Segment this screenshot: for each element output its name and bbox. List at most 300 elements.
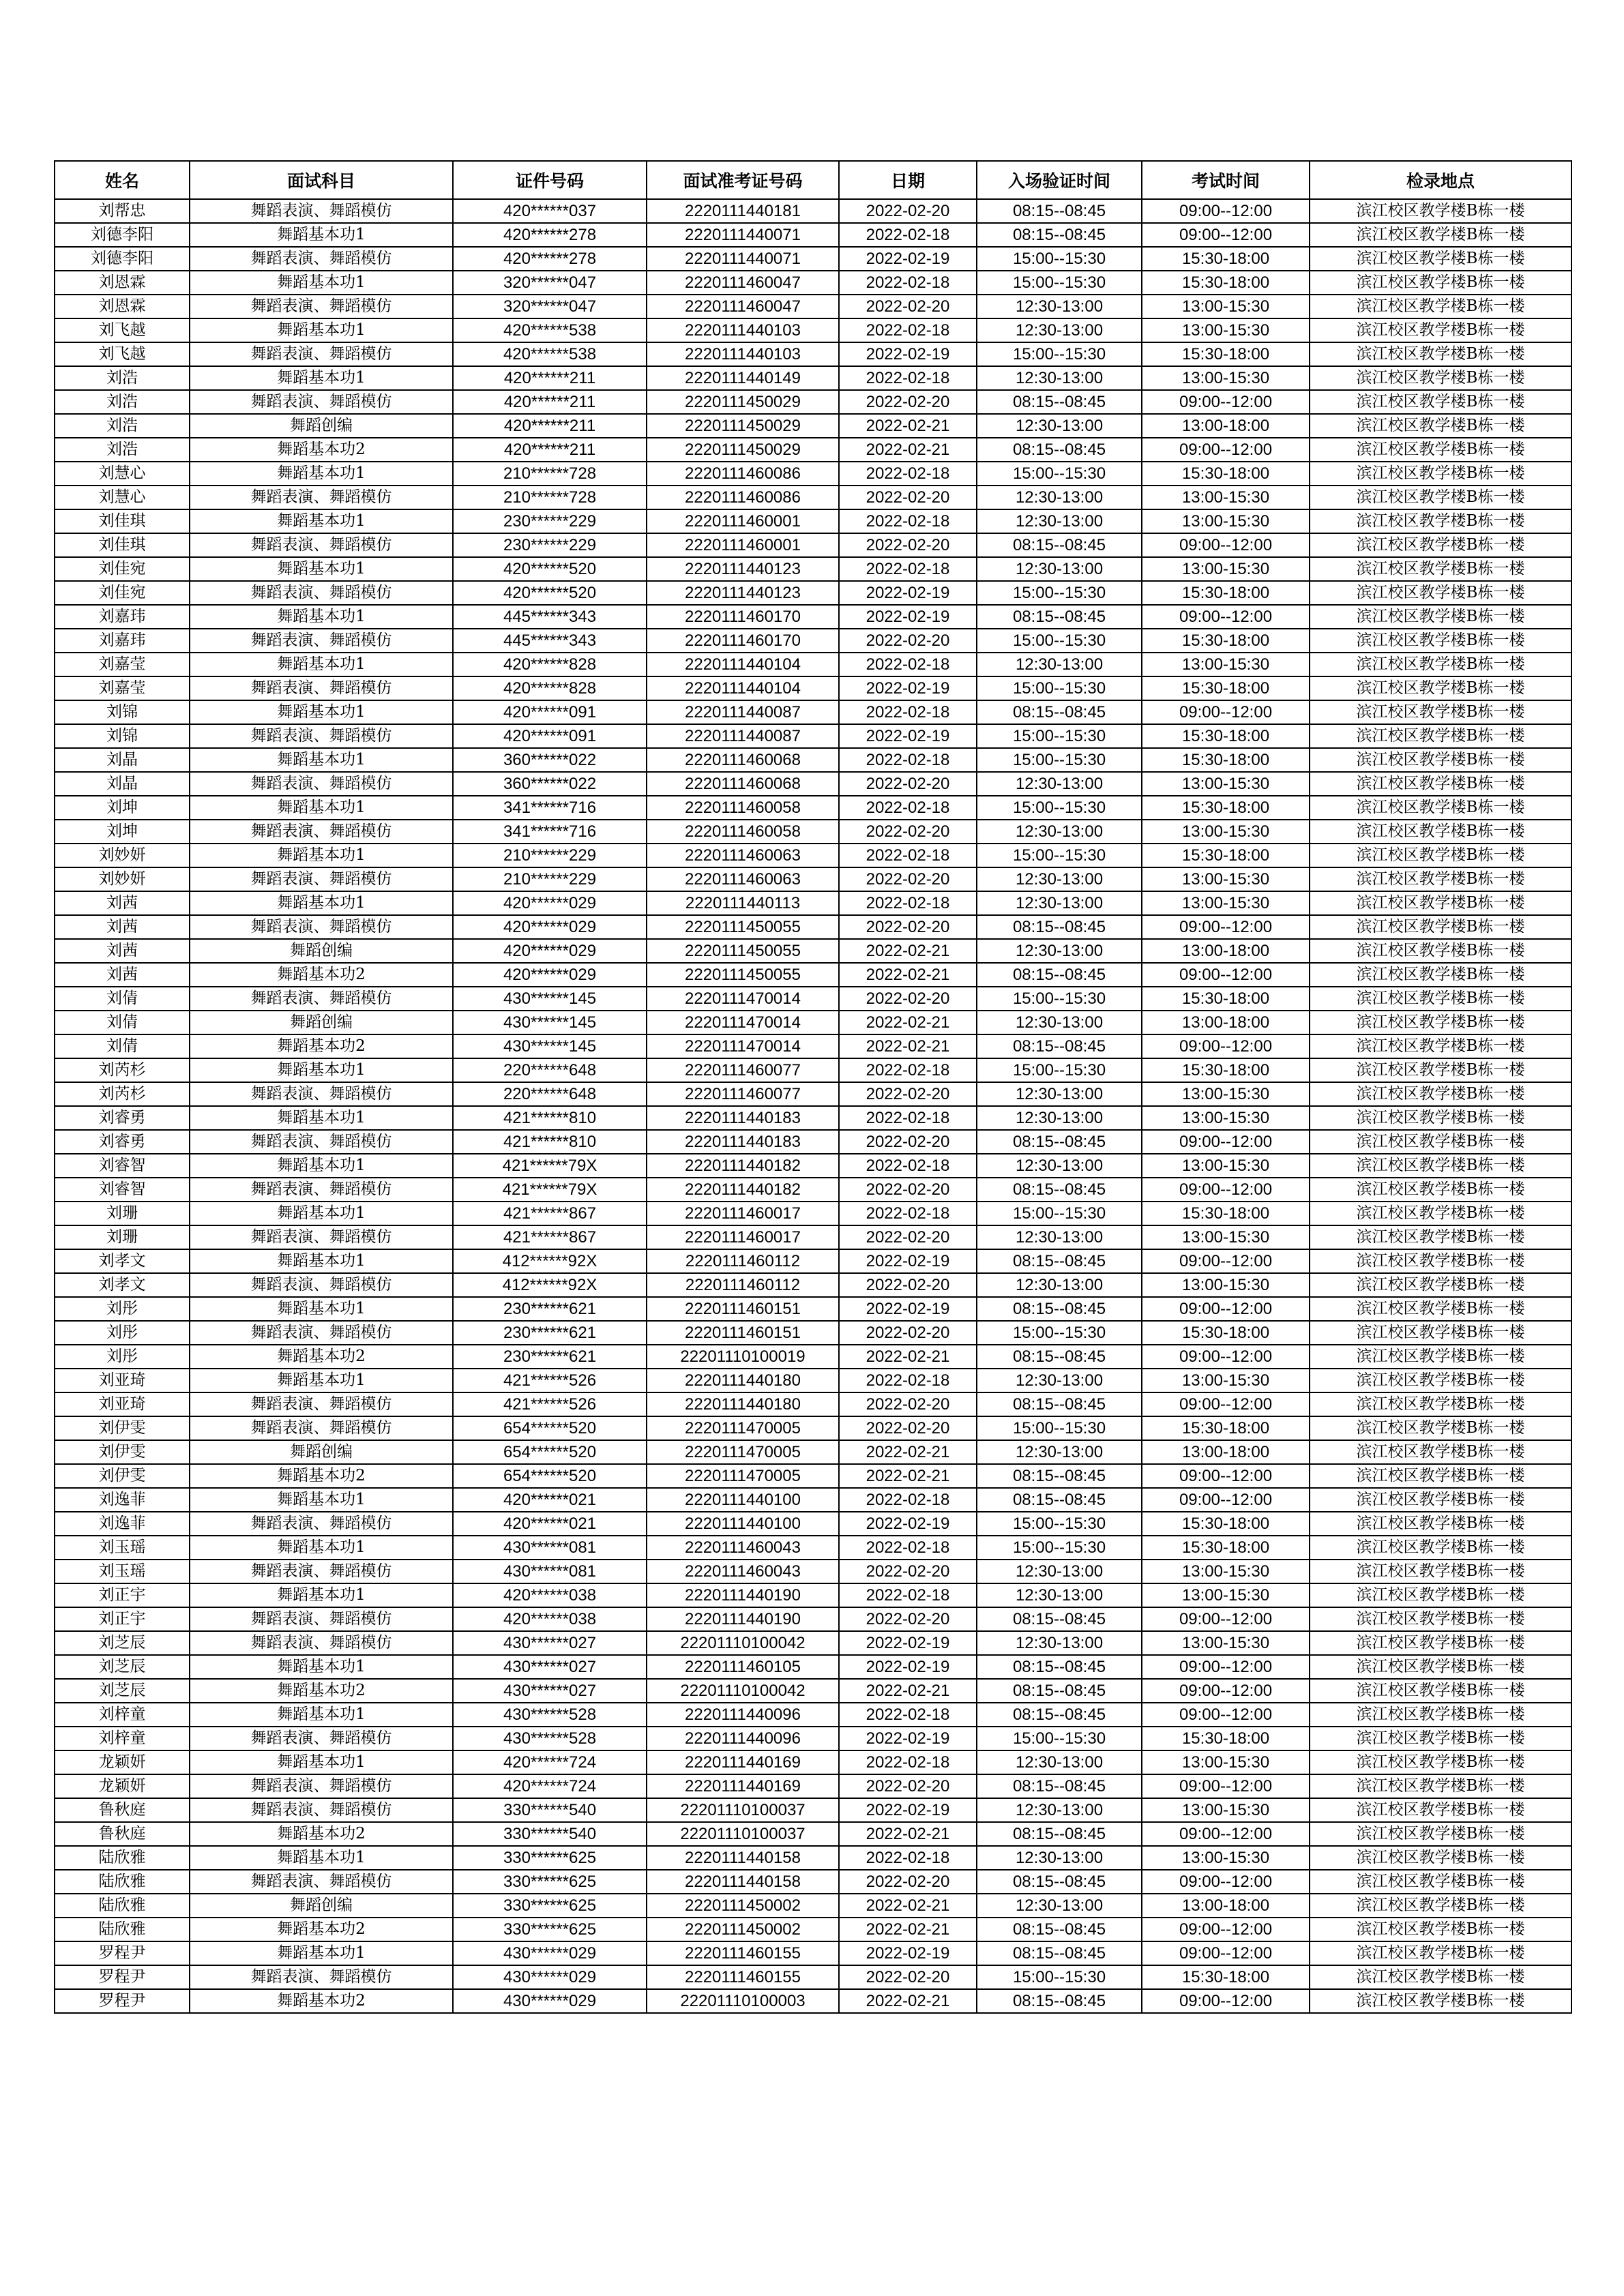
subject-cell: 舞蹈表演、舞蹈模仿 xyxy=(190,533,453,557)
checkin-time-cell: 08:15--08:45 xyxy=(977,1488,1142,1512)
table-row xyxy=(55,724,1571,748)
table-row xyxy=(55,486,1571,509)
location-cell: 滨江校区教学楼B栋一楼 xyxy=(1310,366,1571,390)
table-row xyxy=(55,1202,1571,1225)
id-number-cell: 220******648 xyxy=(453,1058,647,1082)
name-cell: 刘飞越 xyxy=(55,342,190,366)
exam-time-cell: 09:00--12:00 xyxy=(1142,1464,1310,1488)
exam-time-cell: 09:00--12:00 xyxy=(1142,605,1310,629)
subject-cell: 舞蹈创编 xyxy=(190,414,453,438)
location-cell: 滨江校区教学楼B栋一楼 xyxy=(1310,414,1571,438)
checkin-time-cell: 08:15--08:45 xyxy=(977,1918,1142,1941)
location-cell: 滨江校区教学楼B栋一楼 xyxy=(1310,1989,1571,2013)
exam-time-cell: 15:30-18:00 xyxy=(1142,1965,1310,1989)
checkin-time-cell: 08:15--08:45 xyxy=(977,1989,1142,2013)
id-number-cell: 420******021 xyxy=(453,1512,647,1536)
id-number-cell: 421******810 xyxy=(453,1106,647,1130)
checkin-time-cell: 08:15--08:45 xyxy=(977,1130,1142,1154)
location-cell: 滨江校区教学楼B栋一楼 xyxy=(1310,1154,1571,1178)
location-cell: 滨江校区教学楼B栋一楼 xyxy=(1310,1369,1571,1392)
exam-time-cell: 13:00-15:30 xyxy=(1142,891,1310,915)
admission-number-cell: 2220111460058 xyxy=(647,796,839,820)
admission-number-cell: 2220111440096 xyxy=(647,1727,839,1750)
exam-time-cell: 13:00-15:30 xyxy=(1142,1846,1310,1870)
table-row xyxy=(55,438,1571,462)
table-header xyxy=(55,161,1571,199)
id-number-cell: 330******540 xyxy=(453,1822,647,1846)
name-cell: 刘坤 xyxy=(55,820,190,844)
exam-time-cell: 09:00--12:00 xyxy=(1142,1774,1310,1798)
subject-cell: 舞蹈基本功1 xyxy=(190,1369,453,1392)
subject-cell: 舞蹈表演、舞蹈模仿 xyxy=(190,1416,453,1440)
subject-cell: 舞蹈表演、舞蹈模仿 xyxy=(190,1225,453,1249)
subject-cell: 舞蹈基本功1 xyxy=(190,1058,453,1082)
name-cell: 罗程尹 xyxy=(55,1941,190,1965)
admission-number-cell: 2220111460017 xyxy=(647,1202,839,1225)
date-cell: 2022-02-19 xyxy=(839,605,977,629)
exam-time-cell: 15:30-18:00 xyxy=(1142,1512,1310,1536)
table-row xyxy=(55,414,1571,438)
subject-cell: 舞蹈基本功1 xyxy=(190,1297,453,1321)
date-cell: 2022-02-19 xyxy=(839,1655,977,1679)
admission-number-cell: 22201110100042 xyxy=(647,1679,839,1703)
checkin-time-cell: 15:00--15:30 xyxy=(977,1965,1142,1989)
exam-time-cell: 09:00--12:00 xyxy=(1142,1345,1310,1369)
date-cell: 2022-02-20 xyxy=(839,820,977,844)
name-cell: 鲁秋庭 xyxy=(55,1798,190,1822)
checkin-time-cell: 15:00--15:30 xyxy=(977,1512,1142,1536)
date-cell: 2022-02-21 xyxy=(839,1679,977,1703)
admission-number-cell: 2220111450029 xyxy=(647,390,839,414)
subject-cell: 舞蹈表演、舞蹈模仿 xyxy=(190,1512,453,1536)
id-number-cell: 330******625 xyxy=(453,1846,647,1870)
date-cell: 2022-02-21 xyxy=(839,963,977,987)
exam-time-cell: 13:00-15:30 xyxy=(1142,318,1310,342)
header-checkin-location: 检录地点 xyxy=(1310,161,1571,199)
location-cell: 滨江校区教学楼B栋一楼 xyxy=(1310,844,1571,867)
id-number-cell: 430******027 xyxy=(453,1631,647,1655)
checkin-time-cell: 15:00--15:30 xyxy=(977,1321,1142,1345)
table-row xyxy=(55,1918,1571,1941)
checkin-time-cell: 15:00--15:30 xyxy=(977,724,1142,748)
checkin-time-cell: 12:30-13:00 xyxy=(977,1011,1142,1034)
checkin-time-cell: 08:15--08:45 xyxy=(977,1822,1142,1846)
location-cell: 滨江校区教学楼B栋一楼 xyxy=(1310,1560,1571,1583)
date-cell: 2022-02-20 xyxy=(839,295,977,318)
exam-time-cell: 09:00--12:00 xyxy=(1142,1178,1310,1202)
name-cell: 刘嘉莹 xyxy=(55,653,190,676)
admission-number-cell: 2220111450002 xyxy=(647,1894,839,1918)
checkin-time-cell: 12:30-13:00 xyxy=(977,820,1142,844)
checkin-time-cell: 12:30-13:00 xyxy=(977,1225,1142,1249)
id-number-cell: 230******229 xyxy=(453,509,647,533)
checkin-time-cell: 12:30-13:00 xyxy=(977,295,1142,318)
id-number-cell: 210******728 xyxy=(453,462,647,486)
table-row xyxy=(55,820,1571,844)
admission-number-cell: 2220111440104 xyxy=(647,653,839,676)
exam-time-cell: 09:00--12:00 xyxy=(1142,1703,1310,1727)
admission-number-cell: 2220111450002 xyxy=(647,1918,839,1941)
admission-number-cell: 2220111440158 xyxy=(647,1846,839,1870)
admission-number-cell: 2220111470014 xyxy=(647,1011,839,1034)
date-cell: 2022-02-19 xyxy=(839,1727,977,1750)
subject-cell: 舞蹈表演、舞蹈模仿 xyxy=(190,724,453,748)
location-cell: 滨江校区教学楼B栋一楼 xyxy=(1310,462,1571,486)
admission-number-cell: 2220111460155 xyxy=(647,1965,839,1989)
name-cell: 刘珊 xyxy=(55,1202,190,1225)
admission-number-cell: 2220111440182 xyxy=(647,1178,839,1202)
date-cell: 2022-02-20 xyxy=(839,1774,977,1798)
name-cell: 刘茜 xyxy=(55,891,190,915)
exam-time-cell: 15:30-18:00 xyxy=(1142,342,1310,366)
location-cell: 滨江校区教学楼B栋一楼 xyxy=(1310,1130,1571,1154)
exam-time-cell: 13:00-15:30 xyxy=(1142,1082,1310,1106)
table-row xyxy=(55,1106,1571,1130)
date-cell: 2022-02-19 xyxy=(839,676,977,700)
id-number-cell: 420******828 xyxy=(453,676,647,700)
table-row xyxy=(55,1321,1571,1345)
subject-cell: 舞蹈基本功1 xyxy=(190,1488,453,1512)
subject-cell: 舞蹈基本功1 xyxy=(190,462,453,486)
checkin-time-cell: 12:30-13:00 xyxy=(977,1440,1142,1464)
location-cell: 滨江校区教学楼B栋一楼 xyxy=(1310,342,1571,366)
exam-time-cell: 13:00-15:30 xyxy=(1142,1750,1310,1774)
subject-cell: 舞蹈表演、舞蹈模仿 xyxy=(190,1130,453,1154)
subject-cell: 舞蹈表演、舞蹈模仿 xyxy=(190,581,453,605)
id-number-cell: 430******145 xyxy=(453,1011,647,1034)
name-cell: 刘德李阳 xyxy=(55,223,190,247)
subject-cell: 舞蹈基本功1 xyxy=(190,557,453,581)
admission-number-cell: 2220111440169 xyxy=(647,1774,839,1798)
table-row xyxy=(55,1703,1571,1727)
exam-time-cell: 15:30-18:00 xyxy=(1142,724,1310,748)
id-number-cell: 421******867 xyxy=(453,1202,647,1225)
name-cell: 刘正宇 xyxy=(55,1583,190,1607)
checkin-time-cell: 15:00--15:30 xyxy=(977,1202,1142,1225)
location-cell: 滨江校区教学楼B栋一楼 xyxy=(1310,653,1571,676)
name-cell: 刘芝辰 xyxy=(55,1655,190,1679)
id-number-cell: 420******021 xyxy=(453,1488,647,1512)
subject-cell: 舞蹈创编 xyxy=(190,939,453,963)
id-number-cell: 412******92X xyxy=(453,1273,647,1297)
exam-time-cell: 13:00-15:30 xyxy=(1142,653,1310,676)
name-cell: 刘彤 xyxy=(55,1321,190,1345)
id-number-cell: 420******029 xyxy=(453,891,647,915)
admission-number-cell: 2220111450029 xyxy=(647,414,839,438)
location-cell: 滨江校区教学楼B栋一楼 xyxy=(1310,1679,1571,1703)
table-row xyxy=(55,223,1571,247)
admission-number-cell: 2220111460086 xyxy=(647,462,839,486)
name-cell: 刘飞越 xyxy=(55,318,190,342)
table-row xyxy=(55,772,1571,796)
location-cell: 滨江校区教学楼B栋一楼 xyxy=(1310,486,1571,509)
subject-cell: 舞蹈基本功1 xyxy=(190,1536,453,1560)
id-number-cell: 210******728 xyxy=(453,486,647,509)
name-cell: 刘梓童 xyxy=(55,1727,190,1750)
admission-number-cell: 2220111460047 xyxy=(647,295,839,318)
location-cell: 滨江校区教学楼B栋一楼 xyxy=(1310,1464,1571,1488)
location-cell: 滨江校区教学楼B栋一楼 xyxy=(1310,1273,1571,1297)
id-number-cell: 420******538 xyxy=(453,342,647,366)
date-cell: 2022-02-18 xyxy=(839,557,977,581)
checkin-time-cell: 12:30-13:00 xyxy=(977,1369,1142,1392)
checkin-time-cell: 12:30-13:00 xyxy=(977,1846,1142,1870)
location-cell: 滨江校区教学楼B栋一楼 xyxy=(1310,1082,1571,1106)
exam-time-cell: 13:00-15:30 xyxy=(1142,1631,1310,1655)
name-cell: 刘浩 xyxy=(55,438,190,462)
location-cell: 滨江校区教学楼B栋一楼 xyxy=(1310,295,1571,318)
exam-time-cell: 09:00--12:00 xyxy=(1142,438,1310,462)
location-cell: 滨江校区教学楼B栋一楼 xyxy=(1310,1488,1571,1512)
location-cell: 滨江校区教学楼B栋一楼 xyxy=(1310,223,1571,247)
date-cell: 2022-02-20 xyxy=(839,1416,977,1440)
location-cell: 滨江校区教学楼B栋一楼 xyxy=(1310,724,1571,748)
admission-number-cell: 2220111440123 xyxy=(647,557,839,581)
checkin-time-cell: 08:15--08:45 xyxy=(977,1870,1142,1894)
admission-number-cell: 2220111440180 xyxy=(647,1392,839,1416)
date-cell: 2022-02-20 xyxy=(839,199,977,223)
date-cell: 2022-02-21 xyxy=(839,939,977,963)
exam-time-cell: 13:00-15:30 xyxy=(1142,557,1310,581)
name-cell: 龙颖妍 xyxy=(55,1774,190,1798)
subject-cell: 舞蹈表演、舞蹈模仿 xyxy=(190,1631,453,1655)
checkin-time-cell: 12:30-13:00 xyxy=(977,1560,1142,1583)
admission-number-cell: 22201110100037 xyxy=(647,1798,839,1822)
admission-number-cell: 2220111460151 xyxy=(647,1297,839,1321)
location-cell: 滨江校区教学楼B栋一楼 xyxy=(1310,1106,1571,1130)
admission-number-cell: 2220111460077 xyxy=(647,1058,839,1082)
exam-time-cell: 13:00-15:30 xyxy=(1142,1583,1310,1607)
date-cell: 2022-02-20 xyxy=(839,1130,977,1154)
name-cell: 刘彤 xyxy=(55,1297,190,1321)
table-row xyxy=(55,1130,1571,1154)
location-cell: 滨江校区教学楼B栋一楼 xyxy=(1310,271,1571,295)
id-number-cell: 420******724 xyxy=(453,1774,647,1798)
table-row xyxy=(55,509,1571,533)
table-row xyxy=(55,1369,1571,1392)
date-cell: 2022-02-20 xyxy=(839,533,977,557)
id-number-cell: 320******047 xyxy=(453,295,647,318)
date-cell: 2022-02-20 xyxy=(839,915,977,939)
date-cell: 2022-02-21 xyxy=(839,1918,977,1941)
subject-cell: 舞蹈基本功2 xyxy=(190,1345,453,1369)
location-cell: 滨江校区教学楼B栋一楼 xyxy=(1310,1225,1571,1249)
id-number-cell: 654******520 xyxy=(453,1416,647,1440)
subject-cell: 舞蹈表演、舞蹈模仿 xyxy=(190,867,453,891)
exam-time-cell: 13:00-15:30 xyxy=(1142,1154,1310,1178)
id-number-cell: 421******867 xyxy=(453,1225,647,1249)
name-cell: 刘佳琪 xyxy=(55,533,190,557)
table-row xyxy=(55,748,1571,772)
name-cell: 刘妙妍 xyxy=(55,844,190,867)
date-cell: 2022-02-18 xyxy=(839,1750,977,1774)
id-number-cell: 420******538 xyxy=(453,318,647,342)
location-cell: 滨江校区教学楼B栋一楼 xyxy=(1310,915,1571,939)
date-cell: 2022-02-19 xyxy=(839,247,977,271)
admission-number-cell: 2220111440158 xyxy=(647,1870,839,1894)
name-cell: 刘妙妍 xyxy=(55,867,190,891)
name-cell: 刘嘉玮 xyxy=(55,629,190,653)
subject-cell: 舞蹈表演、舞蹈模仿 xyxy=(190,820,453,844)
admission-number-cell: 2220111440123 xyxy=(647,581,839,605)
subject-cell: 舞蹈基本功1 xyxy=(190,271,453,295)
exam-time-cell: 15:30-18:00 xyxy=(1142,676,1310,700)
exam-time-cell: 09:00--12:00 xyxy=(1142,1392,1310,1416)
id-number-cell: 430******029 xyxy=(453,1989,647,2013)
table-row xyxy=(55,796,1571,820)
exam-time-cell: 15:30-18:00 xyxy=(1142,1536,1310,1560)
name-cell: 刘嘉玮 xyxy=(55,605,190,629)
table-row xyxy=(55,1440,1571,1464)
name-cell: 刘晶 xyxy=(55,772,190,796)
location-cell: 滨江校区教学楼B栋一楼 xyxy=(1310,1655,1571,1679)
subject-cell: 舞蹈表演、舞蹈模仿 xyxy=(190,1965,453,1989)
subject-cell: 舞蹈基本功1 xyxy=(190,509,453,533)
header-admission-number: 面试准考证号码 xyxy=(647,161,839,199)
subject-cell: 舞蹈基本功1 xyxy=(190,1750,453,1774)
checkin-time-cell: 12:30-13:00 xyxy=(977,1273,1142,1297)
id-number-cell: 420******211 xyxy=(453,366,647,390)
checkin-time-cell: 08:15--08:45 xyxy=(977,1941,1142,1965)
subject-cell: 舞蹈表演、舞蹈模仿 xyxy=(190,1870,453,1894)
id-number-cell: 230******621 xyxy=(453,1321,647,1345)
id-number-cell: 420******029 xyxy=(453,939,647,963)
date-cell: 2022-02-19 xyxy=(839,1512,977,1536)
date-cell: 2022-02-18 xyxy=(839,462,977,486)
name-cell: 刘坤 xyxy=(55,796,190,820)
exam-time-cell: 15:30-18:00 xyxy=(1142,1727,1310,1750)
id-number-cell: 420******520 xyxy=(453,581,647,605)
location-cell: 滨江校区教学楼B栋一楼 xyxy=(1310,700,1571,724)
location-cell: 滨江校区教学楼B栋一楼 xyxy=(1310,557,1571,581)
table-row xyxy=(55,653,1571,676)
name-cell: 刘倩 xyxy=(55,987,190,1011)
date-cell: 2022-02-18 xyxy=(839,1846,977,1870)
table-row xyxy=(55,1560,1571,1583)
admission-number-cell: 2220111460043 xyxy=(647,1560,839,1583)
subject-cell: 舞蹈基本功1 xyxy=(190,605,453,629)
date-cell: 2022-02-18 xyxy=(839,1154,977,1178)
name-cell: 刘彤 xyxy=(55,1345,190,1369)
exam-time-cell: 13:00-15:30 xyxy=(1142,1560,1310,1583)
date-cell: 2022-02-20 xyxy=(839,987,977,1011)
admission-number-cell: 2220111460105 xyxy=(647,1655,839,1679)
exam-time-cell: 13:00-18:00 xyxy=(1142,939,1310,963)
admission-number-cell: 2220111440190 xyxy=(647,1607,839,1631)
id-number-cell: 654******520 xyxy=(453,1440,647,1464)
subject-cell: 舞蹈基本功1 xyxy=(190,366,453,390)
subject-cell: 舞蹈基本功1 xyxy=(190,748,453,772)
location-cell: 滨江校区教学楼B栋一楼 xyxy=(1310,1202,1571,1225)
checkin-time-cell: 12:30-13:00 xyxy=(977,486,1142,509)
name-cell: 刘珊 xyxy=(55,1225,190,1249)
location-cell: 滨江校区教学楼B栋一楼 xyxy=(1310,533,1571,557)
checkin-time-cell: 08:15--08:45 xyxy=(977,1464,1142,1488)
exam-time-cell: 15:30-18:00 xyxy=(1142,1202,1310,1225)
date-cell: 2022-02-21 xyxy=(839,1894,977,1918)
admission-number-cell: 2220111440100 xyxy=(647,1512,839,1536)
name-cell: 刘茜 xyxy=(55,939,190,963)
date-cell: 2022-02-19 xyxy=(839,1631,977,1655)
subject-cell: 舞蹈创编 xyxy=(190,1440,453,1464)
checkin-time-cell: 08:15--08:45 xyxy=(977,1774,1142,1798)
exam-time-cell: 09:00--12:00 xyxy=(1142,1822,1310,1846)
name-cell: 刘浩 xyxy=(55,390,190,414)
location-cell: 滨江校区教学楼B栋一楼 xyxy=(1310,1011,1571,1034)
id-number-cell: 420******091 xyxy=(453,700,647,724)
id-number-cell: 360******022 xyxy=(453,748,647,772)
date-cell: 2022-02-19 xyxy=(839,581,977,605)
location-cell: 滨江校区教学楼B栋一楼 xyxy=(1310,1178,1571,1202)
id-number-cell: 430******081 xyxy=(453,1536,647,1560)
id-number-cell: 210******229 xyxy=(453,844,647,867)
admission-number-cell: 2220111460063 xyxy=(647,844,839,867)
subject-cell: 舞蹈基本功2 xyxy=(190,1464,453,1488)
date-cell: 2022-02-21 xyxy=(839,1034,977,1058)
location-cell: 滨江校区教学楼B栋一楼 xyxy=(1310,1058,1571,1082)
admission-number-cell: 2220111470005 xyxy=(647,1440,839,1464)
checkin-time-cell: 08:15--08:45 xyxy=(977,1345,1142,1369)
subject-cell: 舞蹈创编 xyxy=(190,1011,453,1034)
name-cell: 刘亚琦 xyxy=(55,1369,190,1392)
date-cell: 2022-02-18 xyxy=(839,1369,977,1392)
name-cell: 鲁秋庭 xyxy=(55,1822,190,1846)
name-cell: 陆欣雅 xyxy=(55,1894,190,1918)
exam-time-cell: 09:00--12:00 xyxy=(1142,223,1310,247)
location-cell: 滨江校区教学楼B栋一楼 xyxy=(1310,748,1571,772)
exam-time-cell: 15:30-18:00 xyxy=(1142,987,1310,1011)
subject-cell: 舞蹈基本功2 xyxy=(190,1034,453,1058)
id-number-cell: 420******038 xyxy=(453,1583,647,1607)
checkin-time-cell: 12:30-13:00 xyxy=(977,867,1142,891)
date-cell: 2022-02-18 xyxy=(839,1536,977,1560)
table-row xyxy=(55,247,1571,271)
checkin-time-cell: 08:15--08:45 xyxy=(977,390,1142,414)
date-cell: 2022-02-20 xyxy=(839,867,977,891)
exam-time-cell: 13:00-15:30 xyxy=(1142,820,1310,844)
checkin-time-cell: 12:30-13:00 xyxy=(977,891,1142,915)
subject-cell: 舞蹈表演、舞蹈模仿 xyxy=(190,1178,453,1202)
date-cell: 2022-02-20 xyxy=(839,1082,977,1106)
admission-number-cell: 2220111440071 xyxy=(647,223,839,247)
location-cell: 滨江校区教学楼B栋一楼 xyxy=(1310,629,1571,653)
checkin-time-cell: 15:00--15:30 xyxy=(977,1416,1142,1440)
table-row xyxy=(55,629,1571,653)
location-cell: 滨江校区教学楼B栋一楼 xyxy=(1310,939,1571,963)
date-cell: 2022-02-18 xyxy=(839,366,977,390)
table-row xyxy=(55,939,1571,963)
exam-time-cell: 15:30-18:00 xyxy=(1142,796,1310,820)
location-cell: 滨江校区教学楼B栋一楼 xyxy=(1310,820,1571,844)
id-number-cell: 420******278 xyxy=(453,223,647,247)
exam-time-cell: 09:00--12:00 xyxy=(1142,1034,1310,1058)
location-cell: 滨江校区教学楼B栋一楼 xyxy=(1310,1536,1571,1560)
date-cell: 2022-02-18 xyxy=(839,653,977,676)
subject-cell: 舞蹈表演、舞蹈模仿 xyxy=(190,1607,453,1631)
id-number-cell: 220******648 xyxy=(453,1082,647,1106)
id-number-cell: 421******526 xyxy=(453,1392,647,1416)
date-cell: 2022-02-21 xyxy=(839,1440,977,1464)
id-number-cell: 420******029 xyxy=(453,915,647,939)
checkin-time-cell: 08:15--08:45 xyxy=(977,915,1142,939)
table-row xyxy=(55,605,1571,629)
exam-time-cell: 09:00--12:00 xyxy=(1142,1249,1310,1273)
date-cell: 2022-02-18 xyxy=(839,1058,977,1082)
admission-number-cell: 2220111440169 xyxy=(647,1750,839,1774)
name-cell: 龙颖妍 xyxy=(55,1750,190,1774)
location-cell: 滨江校区教学楼B栋一楼 xyxy=(1310,1392,1571,1416)
table-row xyxy=(55,1894,1571,1918)
